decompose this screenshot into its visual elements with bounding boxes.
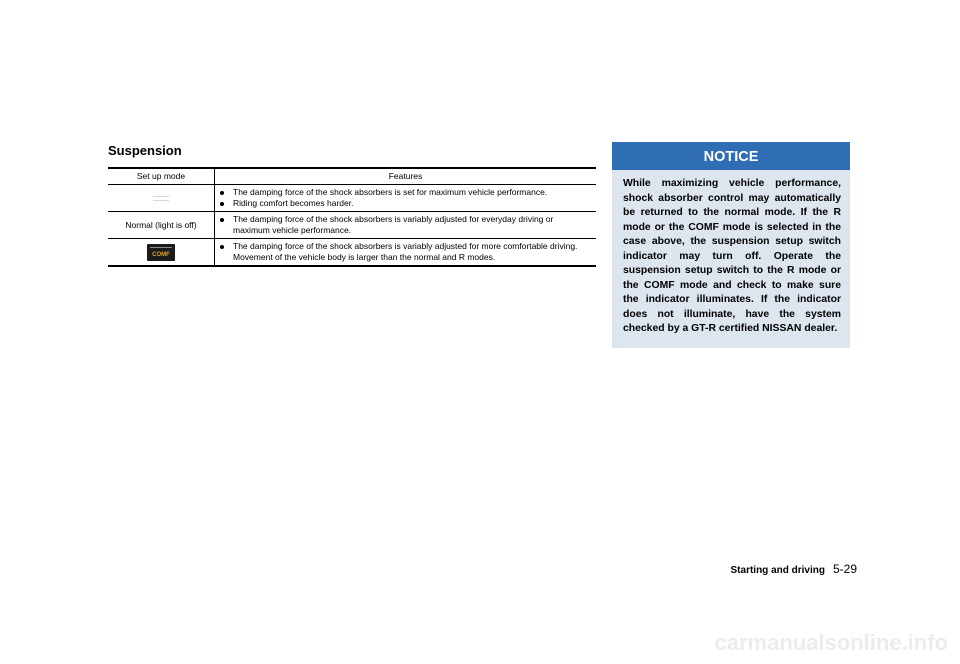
header-features: Features [215,168,597,185]
table-header-row [108,168,596,185]
features-list [219,187,592,209]
notice-box [612,142,850,348]
page-footer [682,560,857,578]
features-cell [215,239,597,267]
feature-item: The damping force of the shock absorbers is set for maximum vehicle performance. [219,187,592,198]
table-row-comf-mode [108,239,596,267]
r-mode-indicator-icon [148,193,174,203]
suspension-modes-table [108,167,596,267]
footer-section-name: Starting and driving [730,565,825,576]
features-cell [215,185,597,212]
feature-item: The damping force of the shock absorbers is variably adjusted for everyday driving or maximum vehicle performance. [219,214,592,236]
features-list [219,214,592,236]
table-row-r-mode [108,185,596,212]
feature-item: The damping force of the shock absorbers is variably adjusted for more comfortable driving. Movement of the vehicle body is larger than the normal and R modes. [219,241,592,263]
mode-cell: Normal (light is off) [108,212,215,239]
comf-indicator-icon [147,244,175,261]
features-cell [215,212,597,239]
mode-cell [108,185,215,212]
watermark: carmanualsonline.info [714,630,948,655]
comf-indicator-label: COMF [152,251,170,258]
features-list [219,241,592,263]
feature-item: Riding comfort becomes harder. [219,198,592,209]
mode-cell [108,239,215,267]
table-row-normal-mode [108,212,596,239]
section-title: Suspension [108,143,182,158]
notice-body: While maximizing vehicle performance, shock absorber control may automatically be returned to the normal mode. If the R mode or the COMF mode is selected in the case above, the suspension setup switch indicator may turn off. Operate the suspension setup switch to the R mode or the COMF mode and check to make sure the indicator illuminates. If the indicator does not illuminate, have the system checked by a GT-R certified NISSAN dealer. [623,178,841,334]
header-setup-mode: Set up mode [108,168,215,185]
page-number: 5-29 [832,562,857,576]
notice-title: NOTICE [612,142,850,170]
